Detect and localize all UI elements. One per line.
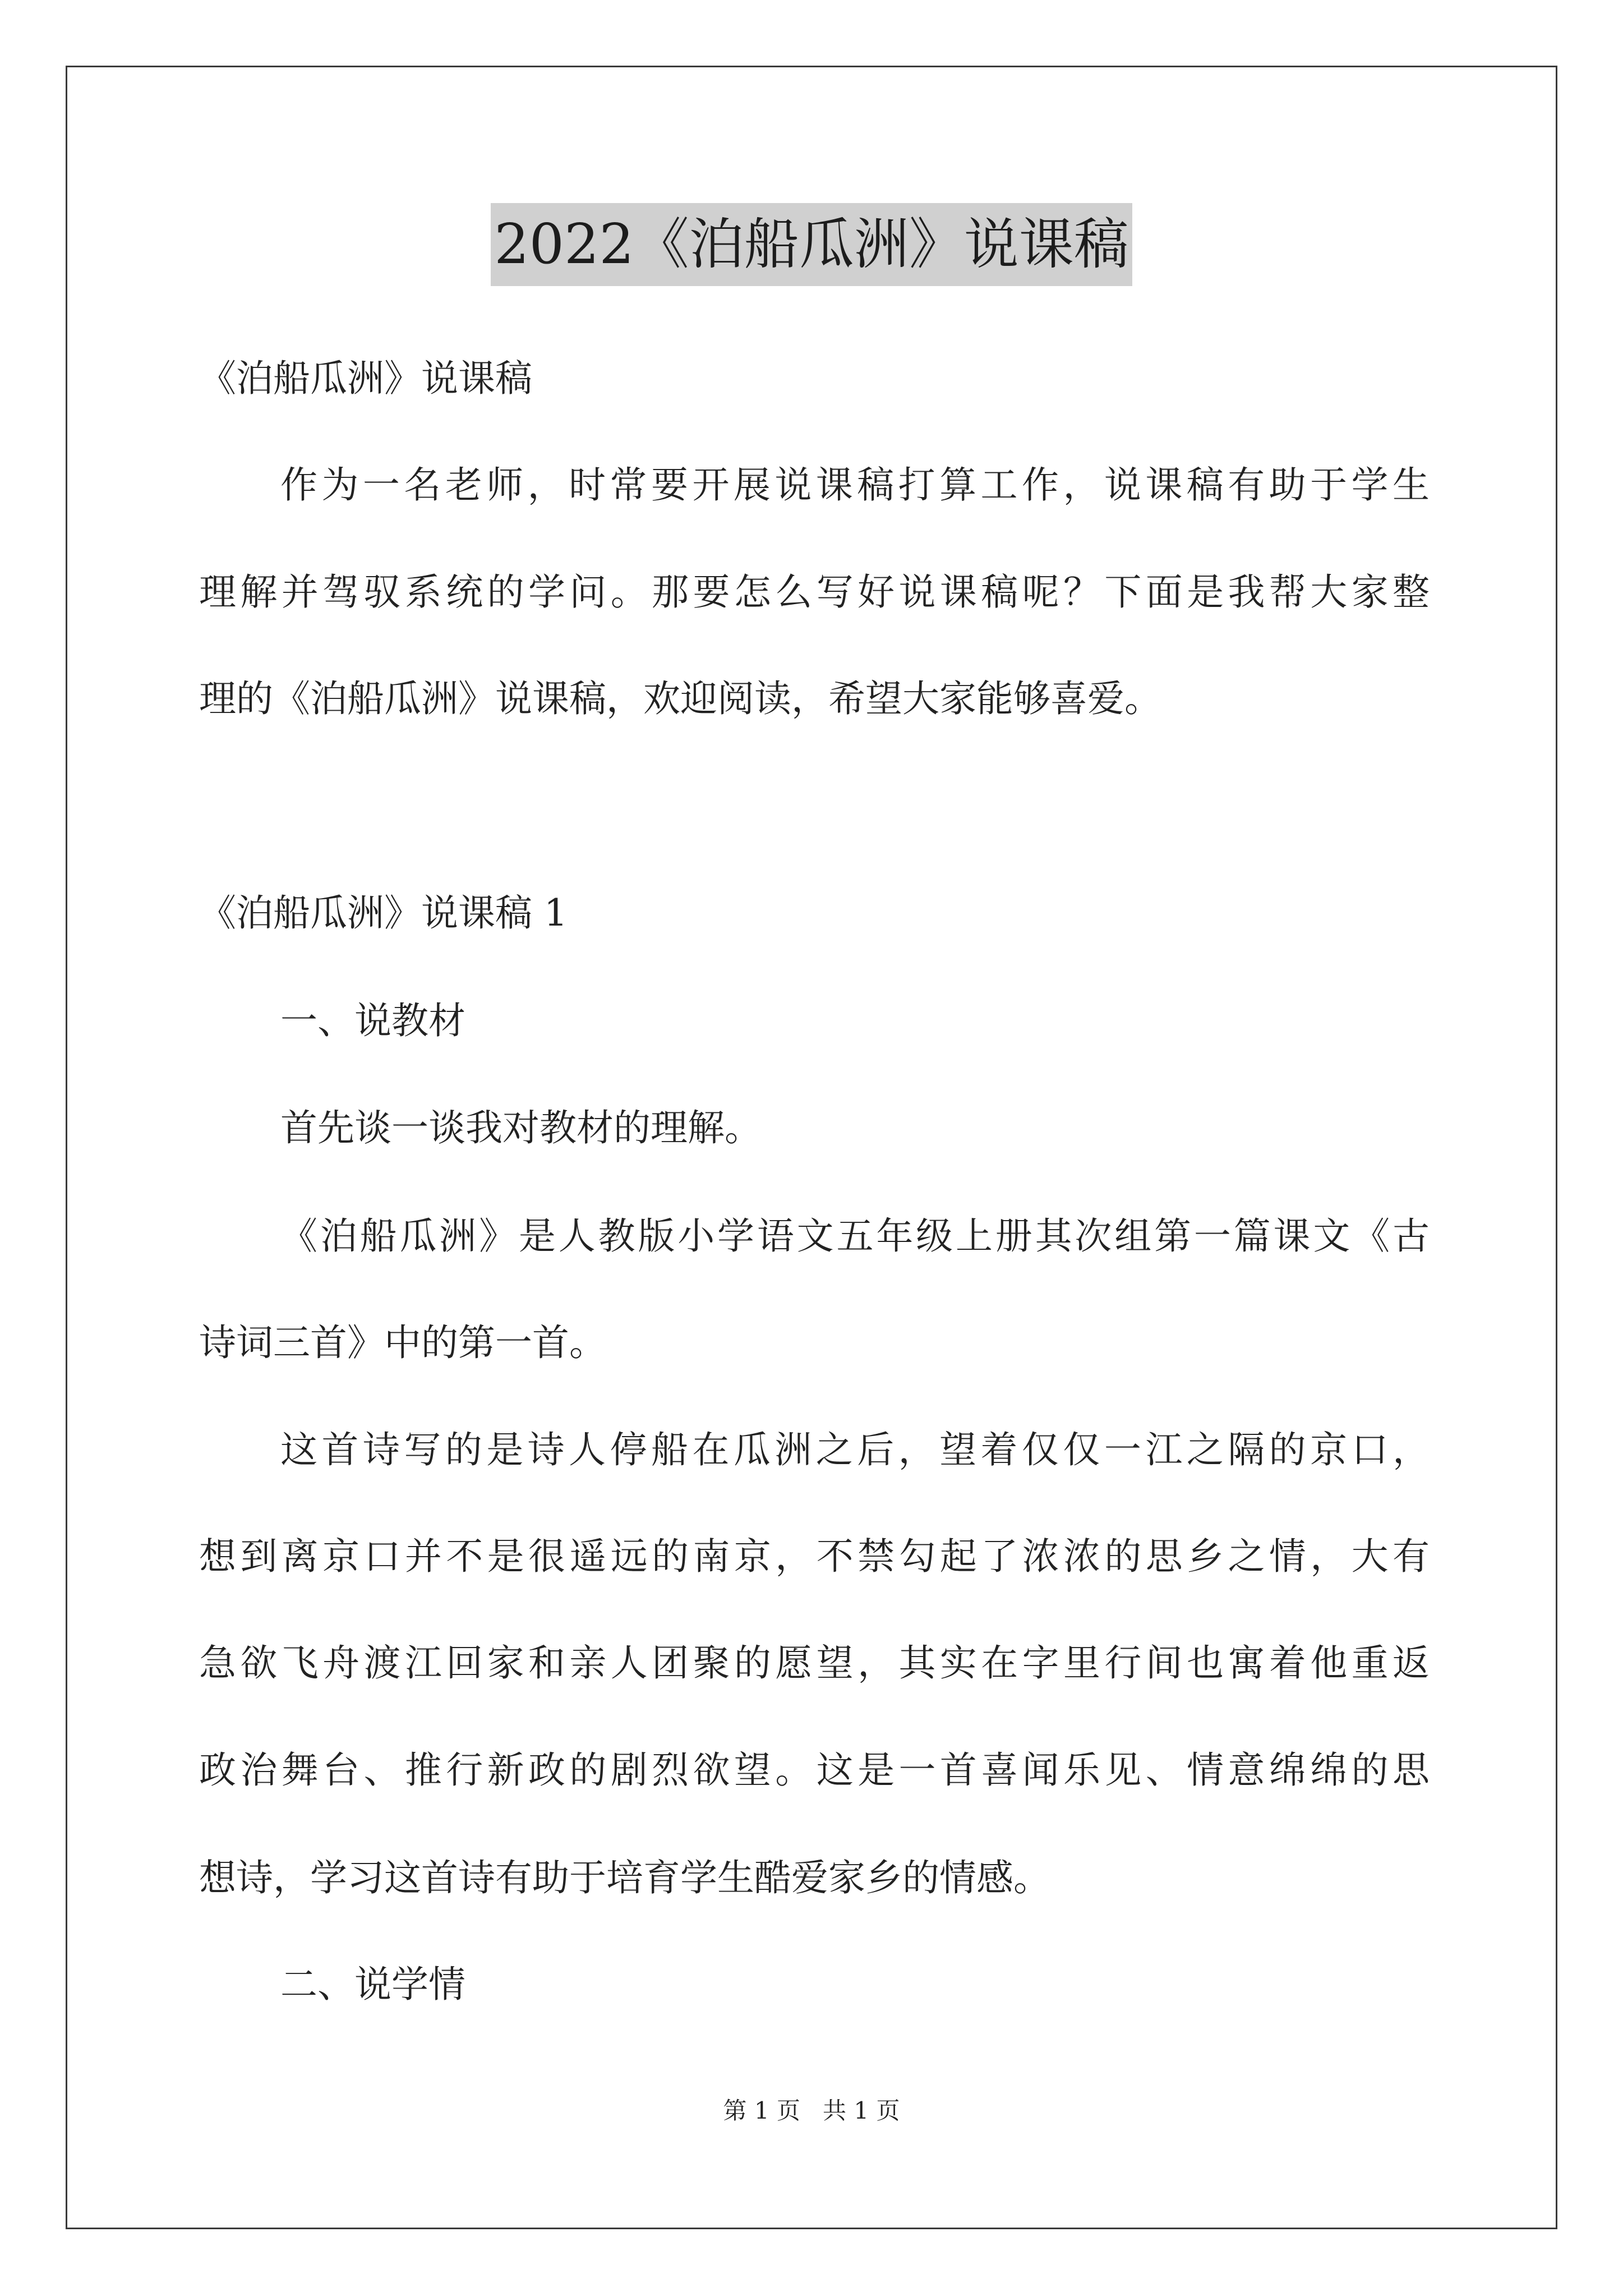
paragraph-understanding: 首先谈一谈我对教材的理解。 <box>280 1106 762 1149</box>
paragraph-poem-line-4: 政治舞台、推行新政的剧烈欲望。这是一首喜闻乐见、情意绵绵的思 <box>199 1749 1430 1792</box>
paragraph-poem-line-1: 这首诗写的是诗人停船在瓜洲之后，望着仅仅一江之隔的京口， <box>280 1428 1430 1471</box>
heading-student-situation: 二、说学情 <box>280 1963 465 2006</box>
title-container <box>0 203 1623 286</box>
paragraph-poem-line-2: 想到离京口并不是很遥远的南京，不禁勾起了浓浓的思乡之情，大有 <box>199 1535 1430 1578</box>
document-subtitle: 《泊船瓜洲》说课稿 <box>199 357 532 400</box>
page-footer: 第 1 页 共 1 页 <box>723 2097 900 2124</box>
paragraph-poem-line-3: 急欲飞舟渡江回家和亲人团聚的愿望，其实在字里行间也寓着他重返 <box>199 1641 1430 1685</box>
intro-line-1: 作为一名老师，时常要开展说课稿打算工作，说课稿有助于学生 <box>280 463 1430 507</box>
heading-teaching-material: 一、说教材 <box>280 999 465 1042</box>
intro-line-2: 理解并驾驭系统的学问。那要怎么写好说课稿呢？下面是我帮大家整 <box>199 570 1430 614</box>
section-title: 《泊船瓜洲》说课稿 1 <box>199 891 568 935</box>
intro-line-3: 理的《泊船瓜洲》说课稿，欢迎阅读，希望大家能够喜爱。 <box>199 677 1161 720</box>
paragraph-textbook-line-2: 诗词三首》中的第一首。 <box>199 1321 606 1364</box>
paragraph-poem-line-5: 想诗，学习这首诗有助于培育学生酷爱家乡的情感。 <box>199 1856 1050 1899</box>
paragraph-textbook-line-1: 《泊船瓜洲》是人教版小学语文五年级上册其次组第一篇课文《古 <box>280 1214 1430 1258</box>
document-title: 2022《泊船瓜洲》说课稿 <box>491 203 1132 286</box>
